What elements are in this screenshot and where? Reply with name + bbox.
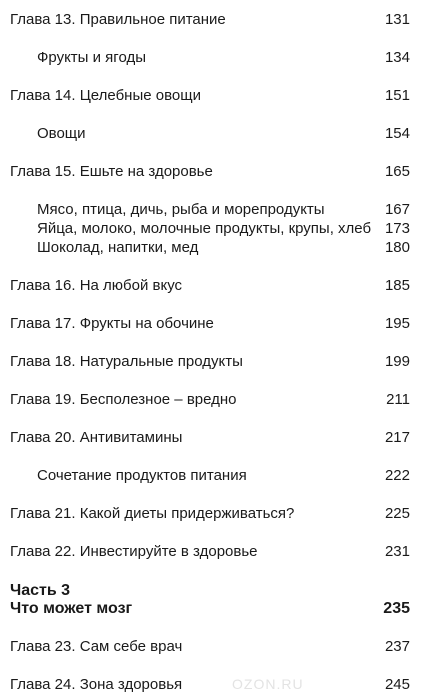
entry-title: Глава 18. Натуральные продукты [10,353,243,370]
entry-title: Фрукты и ягоды [37,49,146,66]
entry-title: Шоколад, напитки, мед [37,239,199,256]
entry-page: 134 [384,49,410,66]
entry-title: Овощи [37,125,86,142]
entry-page: 195 [384,315,410,332]
toc-entry-chapter-24 [10,676,410,694]
toc-entry-chapter-23 [10,638,410,656]
toc-entry-chapter-19 [10,391,410,409]
entry-title: Глава 13. Правильное питание [10,11,226,28]
entry-title: Глава 24. Зона здоровья [10,676,183,693]
watermark: OZON.RU [232,676,304,692]
entry-page: 151 [384,87,410,104]
entry-page: 217 [384,429,410,446]
toc-entry-chapter-17 [10,315,410,333]
entry-page: 237 [384,638,410,655]
entry-title: Глава 21. Какой диеты придерживаться? [10,505,295,522]
entry-title: Глава 22. Инвестируйте в здоровье [10,543,258,560]
entry-title: Глава 23. Сам себе врач [10,638,183,655]
toc-entry-meat-fish [37,201,410,219]
entry-page: 245 [384,676,410,693]
entry-page: 131 [384,11,410,28]
entry-page: 180 [384,239,410,256]
toc-entry-vegetables [37,125,410,143]
toc-entry-chocolate-drinks [37,239,410,257]
entry-title: Глава 17. Фрукты на обочине [10,315,214,332]
toc-entry-chapter-15 [10,163,410,181]
entry-title: Глава 14. Целебные овощи [10,87,201,104]
toc-entry-eggs-milk [37,220,410,238]
part-label: Часть 3 [10,582,71,599]
entry-page: 154 [384,125,410,142]
entry-title: Глава 20. Антивитамины [10,429,183,446]
entry-page: 211 [386,391,410,408]
entry-title: Глава 16. На любой вкус [10,277,183,294]
toc-part-heading [10,600,410,618]
entry-page: 167 [384,201,410,218]
toc-entry-chapter-18 [10,353,410,371]
toc-entry-chapter-20 [10,429,410,447]
entry-page: 165 [384,163,410,180]
toc-entry-chapter-22 [10,543,410,561]
entry-title: Мясо, птица, дичь, рыба и морепродукты [37,201,325,218]
entry-page: 199 [384,353,410,370]
toc-entry-chapter-13 [10,11,410,29]
part-title: Что может мозг [10,600,133,617]
entry-page: 185 [384,277,410,294]
toc-entry-chapter-14 [10,87,410,105]
part-page: 235 [383,600,410,617]
toc-entry-food-combining [37,467,410,485]
entry-page: 222 [384,467,410,484]
entry-page: 173 [384,220,410,237]
entry-page: 231 [384,543,410,560]
toc-entry-chapter-16 [10,277,410,295]
entry-title: Глава 19. Бесполезное – вредно [10,391,237,408]
entry-title: Глава 15. Ешьте на здоровье [10,163,213,180]
toc-entry-chapter-21 [10,505,410,523]
toc-entry-fruits-berries [37,49,410,67]
entry-title: Яйца, молоко, молочные продукты, крупы, хлеб [37,220,372,237]
entry-page: 225 [384,505,410,522]
entry-title: Сочетание продуктов питания [37,467,247,484]
